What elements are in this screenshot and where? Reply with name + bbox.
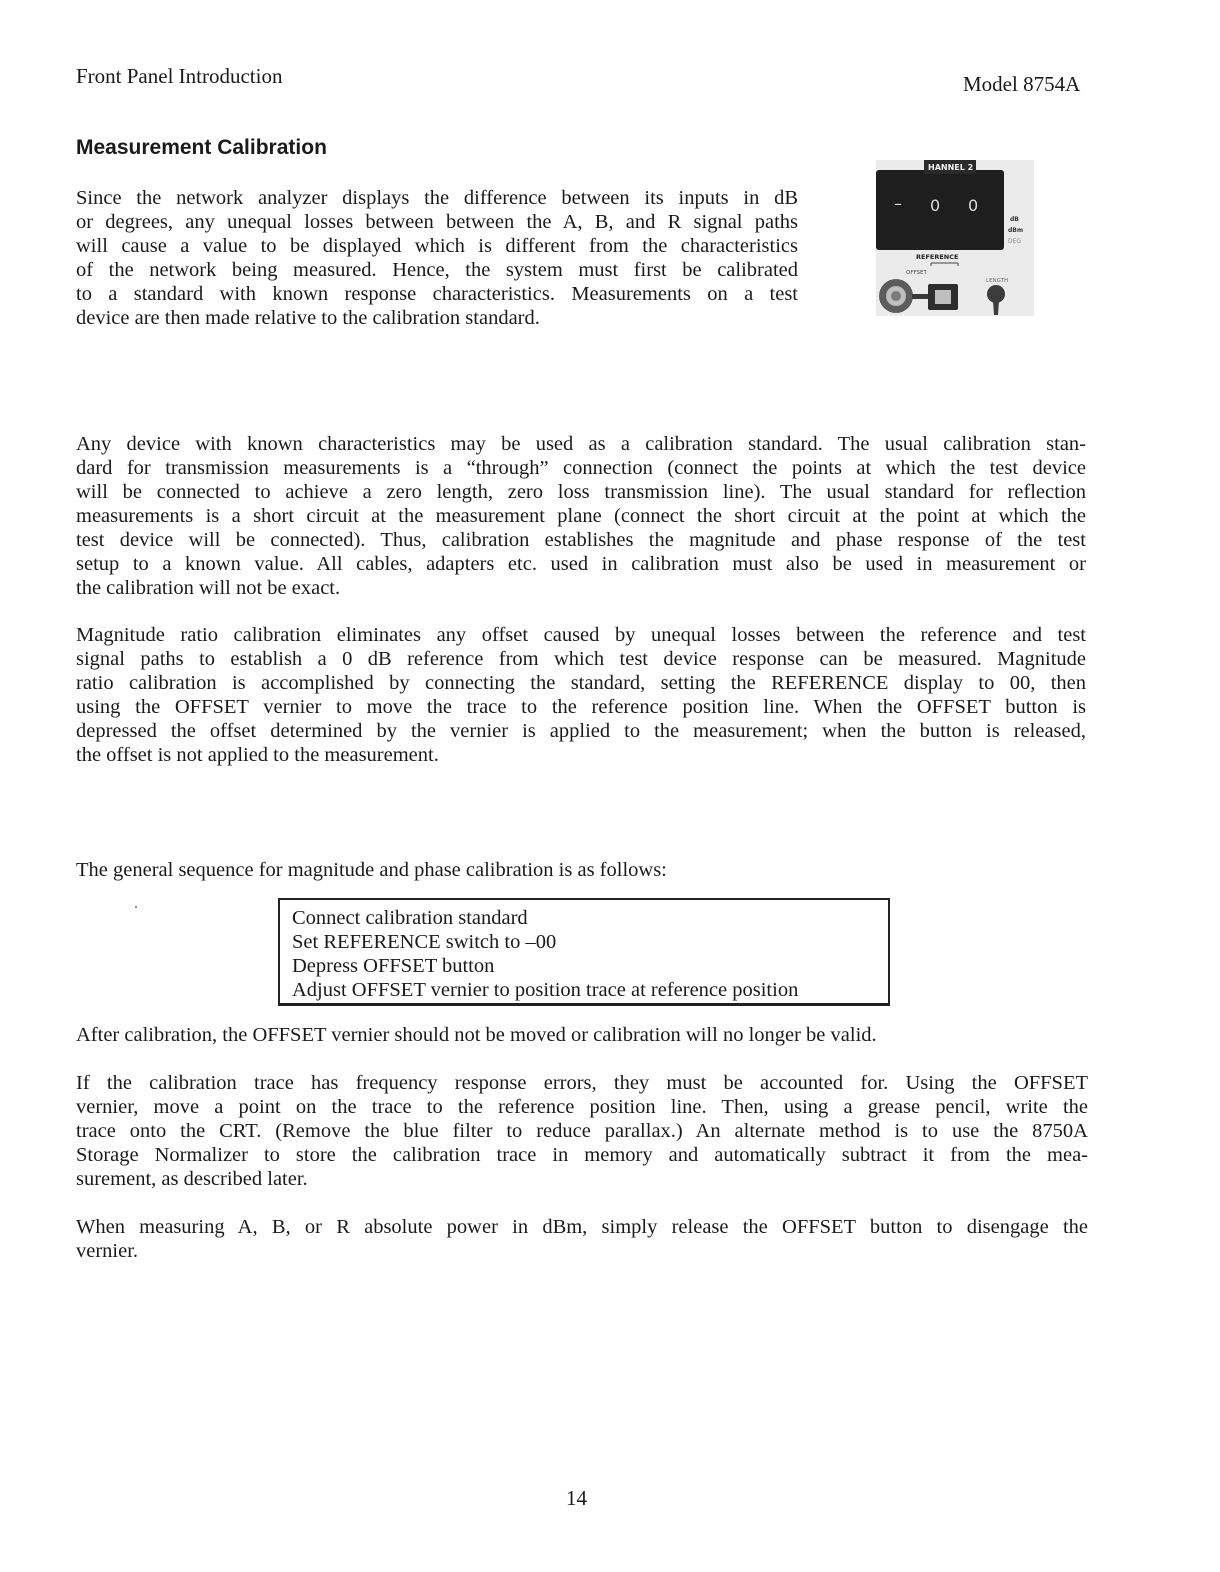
sequence-intro (76, 858, 667, 882)
unit-dbm-label: dBm (1008, 227, 1024, 234)
text-line: signal paths to establish a 0 dB reference from which test device response can be measured. Magnitude (76, 648, 1086, 670)
text-line: ratio calibration is accomplished by connecting the standard, setting the REFERENCE display to 00, then (76, 672, 1086, 694)
text-line: After calibration, the OFFSET vernier should not be moved or calibration will no longer be valid. (76, 1024, 877, 1046)
length-knob (987, 285, 1005, 303)
unit-db-label: dB (1010, 216, 1019, 223)
procedure-step: Adjust OFFSET vernier to position trace at reference position (292, 979, 799, 1001)
text-line: the offset is not applied to the measurement. (76, 744, 439, 766)
frequency-response-paragraph (76, 1071, 1088, 1191)
front-panel-reference-photo (876, 160, 1034, 316)
running-header-model: Model 8754A (963, 72, 1081, 96)
intro-paragraph (76, 186, 798, 330)
text-line: Magnitude ratio calibration eliminates any offset caused by unequal losses between the reference and test (76, 624, 1086, 646)
text-line: vernier. (76, 1240, 139, 1262)
absolute-power-paragraph (76, 1215, 1088, 1263)
text-line: to a standard with known response characteristics. Measurements on a test (76, 283, 798, 305)
display-digit-1: 0 (930, 196, 941, 215)
text-line: The general sequence for magnitude and phase calibration is as follows: (76, 859, 667, 881)
text-line: the calibration will not be exact. (76, 577, 341, 599)
text-line: surement, as described later. (76, 1168, 308, 1190)
text-line: Any device with known characteristics may be used as a calibration standard. The usual calibration stan- (76, 433, 1086, 455)
channel-label: HANNEL 2 (928, 163, 974, 172)
after-calibration-paragraph (76, 1023, 877, 1047)
text-line: will be connected to achieve a zero length, zero loss transmission line). The usual standard for reflection (76, 481, 1086, 503)
scan-speck (135, 906, 137, 908)
text-line: If the calibration trace has frequency response errors, they must be accounted for. Using the OFFSET (76, 1072, 1088, 1094)
reference-label: REFERENCE (916, 253, 959, 261)
procedure-step: Connect calibration standard (292, 907, 528, 929)
text-line: test device will be connected). Thus, calibration establishes the magnitude and phase response of the test (76, 529, 1086, 551)
magnitude-calibration-paragraph (76, 623, 1086, 767)
calibration-standards-paragraph (76, 432, 1086, 600)
procedure-step: Depress OFFSET button (292, 955, 495, 977)
text-line: vernier, move a point on the trace to the reference position line. Then, using a grease pencil, write the (76, 1096, 1088, 1118)
procedure-step: Set REFERENCE switch to –00 (292, 931, 557, 953)
text-line: will cause a value to be displayed which is different from the characteristics (76, 235, 798, 257)
text-line: When measuring A, B, or R absolute power in dBm, simply release the OFFSET button to disengage the (76, 1216, 1088, 1238)
unit-deg-label: DEG (1008, 238, 1022, 245)
calibration-procedure-box (278, 898, 890, 1006)
display-sign: – (894, 194, 902, 213)
text-line: Storage Normalizer to store the calibration trace in memory and automatically subtract it from the mea- (76, 1144, 1088, 1166)
length-label: LENGTH (986, 278, 1009, 284)
display-digit-2: 0 (968, 196, 979, 215)
text-line: device are then made relative to the calibration standard. (76, 307, 540, 329)
section-title: Measurement Calibration (76, 136, 327, 159)
text-line: setup to a known value. All cables, adapters etc. used in calibration must also be used in measurement or (76, 553, 1086, 575)
text-line: dard for transmission measurements is a “through” connection (connect the points at which the test device (76, 457, 1086, 479)
text-line: or degrees, any unequal losses between between the A, B, and R signal paths (76, 211, 798, 233)
text-line: using the OFFSET vernier to move the trace to the reference position line. When the OFFSET button is (76, 696, 1086, 718)
text-line: measurements is a short circuit at the measurement plane (connect the short circuit at the point at which the (76, 505, 1086, 527)
text-line: of the network being measured. Hence, the system must first be calibrated (76, 259, 798, 281)
running-header-section: Front Panel Introduction (76, 64, 283, 88)
offset-label: OFFSET (906, 270, 927, 276)
page-number: 14 (566, 1486, 587, 1510)
text-line: Since the network analyzer displays the difference between its inputs in dB (76, 187, 798, 209)
text-line: trace onto the CRT. (Remove the blue filter to reduce parallax.) An alternate method is to use the 8750A (76, 1120, 1088, 1142)
text-line: depressed the offset determined by the vernier is applied to the measurement; when the button is released, (76, 720, 1086, 742)
